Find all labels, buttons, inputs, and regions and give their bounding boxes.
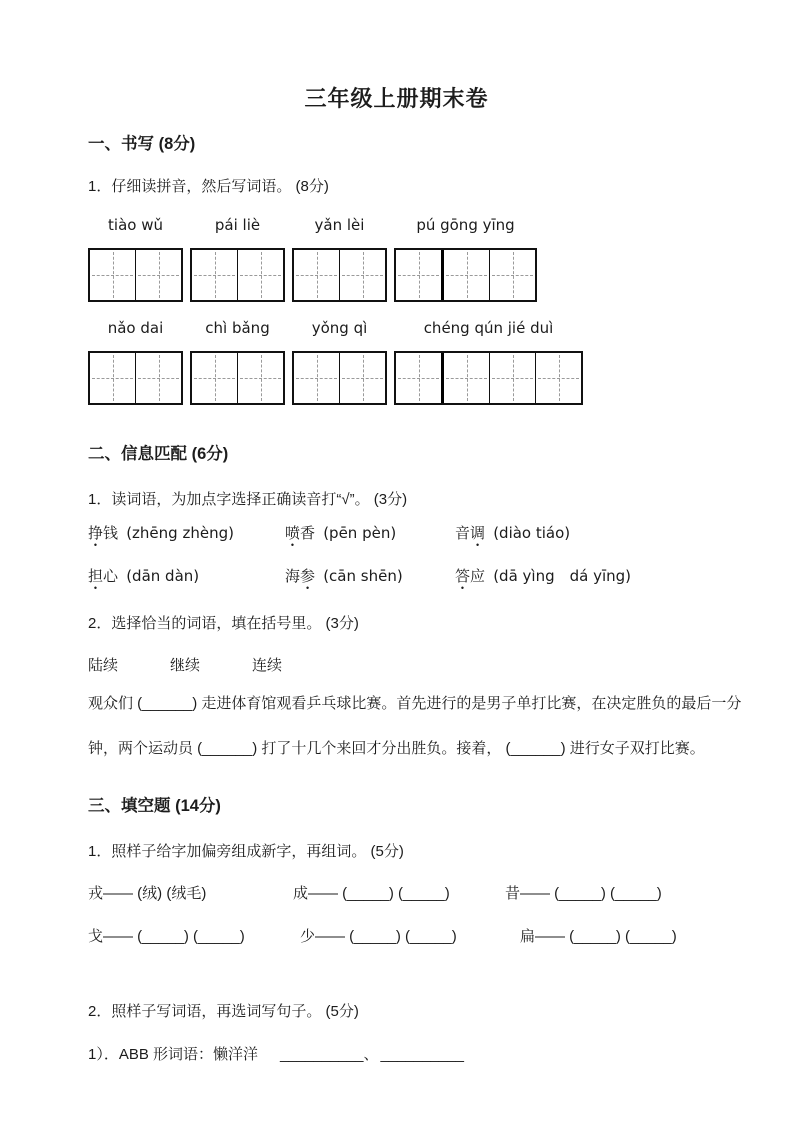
pronunciation-item bbox=[455, 566, 705, 587]
dotted-character: 参 bbox=[300, 568, 316, 585]
answer-blank: __________ bbox=[380, 1046, 464, 1063]
dotted-character: 担 bbox=[88, 568, 104, 585]
dotted-character: 答 bbox=[455, 568, 471, 585]
writing-grid bbox=[190, 248, 285, 302]
writing-cell bbox=[294, 250, 339, 300]
word-suffix: 心 bbox=[103, 568, 119, 585]
writing-cell bbox=[441, 250, 489, 300]
pronunciation-item bbox=[88, 566, 285, 587]
pronunciation-item bbox=[455, 523, 705, 544]
pinyin-label: yǎn lèi bbox=[314, 216, 365, 234]
word-prefix: 海 bbox=[285, 568, 301, 585]
word-prefix: 音 bbox=[455, 525, 471, 542]
section3-q2-label: 2．照样子写词语，再选词写句子。 (5分) bbox=[88, 1003, 359, 1020]
section2-heading: 二、信息匹配 (6分) bbox=[88, 445, 229, 463]
pinyin-options: (diào tiáo) bbox=[493, 524, 571, 542]
pronunciation-item bbox=[88, 523, 285, 544]
pinyin-label: pái liè bbox=[214, 216, 261, 234]
writing-cell bbox=[90, 353, 135, 403]
pinyin-label: pú gōng yīng bbox=[416, 216, 515, 234]
writing-cell bbox=[135, 353, 181, 403]
pinyin-label: nǎo dai bbox=[107, 319, 164, 337]
word-suffix: 香 bbox=[300, 525, 316, 542]
writing-cell bbox=[192, 250, 237, 300]
derive-item: 扁—— (_____) (_____) bbox=[520, 928, 677, 945]
writing-unit bbox=[394, 215, 537, 302]
word-suffix: 钱 bbox=[103, 525, 119, 542]
answer-blank: __________ bbox=[280, 1046, 364, 1063]
writing-unit bbox=[394, 318, 583, 405]
writing-row-1 bbox=[88, 215, 705, 302]
writing-grid bbox=[88, 351, 183, 405]
pinyin-options: (pēn pèn) bbox=[323, 524, 397, 542]
writing-unit bbox=[88, 215, 183, 302]
writing-grid bbox=[394, 351, 583, 405]
word-option: 陆续 bbox=[88, 657, 119, 674]
writing-grid bbox=[292, 248, 387, 302]
writing-cell bbox=[294, 353, 339, 403]
derive-item: 少—— (_____) (_____) bbox=[300, 928, 457, 945]
dotted-character: 挣 bbox=[88, 525, 104, 542]
dotted-character: 喷 bbox=[285, 525, 301, 542]
word-option: 连续 bbox=[252, 657, 283, 674]
section3-heading: 三、填空题 (14分) bbox=[88, 797, 221, 815]
derive-item: 戎—— (绒) (绒毛) bbox=[88, 885, 207, 902]
writing-unit bbox=[190, 215, 285, 302]
derive-item: 戈—— (_____) (_____) bbox=[88, 928, 245, 945]
derive-row-1 bbox=[88, 884, 705, 904]
pronunciation-choices bbox=[88, 523, 705, 587]
writing-cell bbox=[339, 353, 385, 403]
word-option: 继续 bbox=[170, 657, 201, 674]
writing-cell bbox=[192, 353, 237, 403]
writing-unit bbox=[190, 318, 285, 405]
pronunciation-item bbox=[285, 523, 455, 544]
section3-q1-label: 1．照样子给字加偏旁组成新字，再组词。 (5分) bbox=[88, 843, 404, 860]
pinyin-label: chì bǎng bbox=[205, 319, 270, 337]
writing-cell bbox=[237, 353, 283, 403]
writing-cell bbox=[396, 353, 441, 403]
pinyin-label: chéng qún jié duì bbox=[423, 319, 554, 337]
section2-q2-label: 2．选择恰当的词语，填在括号里。 (3分) bbox=[88, 615, 359, 632]
writing-cell bbox=[396, 250, 441, 300]
word-options-row bbox=[88, 656, 705, 676]
derive-item: 昔—— (_____) (_____) bbox=[505, 885, 662, 902]
pinyin-options: (zhēng zhèng) bbox=[126, 524, 234, 542]
page-title: 三年级上册期末卷 bbox=[304, 86, 489, 111]
abb-sub-label: 1）．ABB 形词语：懒洋洋 bbox=[88, 1046, 259, 1063]
pinyin-options: (cān shēn) bbox=[323, 567, 403, 585]
writing-cell bbox=[489, 353, 535, 403]
writing-grid bbox=[292, 351, 387, 405]
writing-cell bbox=[535, 353, 581, 403]
writing-cell bbox=[237, 250, 283, 300]
writing-row-2 bbox=[88, 318, 705, 405]
writing-grid bbox=[190, 351, 285, 405]
passage-line-2: 钟，两个运动员 (______) 打了十几个来回才分出胜负。接着， (______) 进行女子双打比赛。 bbox=[88, 740, 705, 757]
pinyin-label: yǒng qì bbox=[311, 319, 368, 337]
word-suffix: 应 bbox=[470, 568, 486, 585]
passage-line-1: 观众们 (______) 走进体育馆观看乒乓球比赛。首先进行的是男子单打比赛，在决定胜负的最后一分 bbox=[88, 695, 742, 712]
section2-q1-label: 1．读词语，为加点字选择正确读音打“√”。 (3分) bbox=[88, 491, 408, 508]
writing-unit bbox=[292, 318, 387, 405]
writing-cell bbox=[441, 353, 489, 403]
abb-words-line bbox=[88, 1045, 705, 1065]
writing-unit bbox=[88, 318, 183, 405]
writing-cell bbox=[135, 250, 181, 300]
writing-cell bbox=[489, 250, 535, 300]
pinyin-options: (dā yìng dá yīng) bbox=[493, 567, 632, 585]
derive-row-2 bbox=[88, 927, 705, 947]
blank-separator: 、 bbox=[363, 1046, 379, 1063]
pinyin-options: (dān dàn) bbox=[126, 567, 200, 585]
section1-heading: 一、书写 (8分) bbox=[88, 135, 196, 153]
derive-item: 成—— (_____) (_____) bbox=[293, 885, 450, 902]
writing-cell bbox=[90, 250, 135, 300]
writing-unit bbox=[292, 215, 387, 302]
pinyin-label: tiào wǔ bbox=[108, 216, 163, 234]
writing-grid bbox=[88, 248, 183, 302]
writing-cell bbox=[339, 250, 385, 300]
section1-q1-label: 1．仔细读拼音，然后写词语。 (8分) bbox=[88, 178, 329, 195]
writing-grid bbox=[394, 248, 537, 302]
dotted-character: 调 bbox=[470, 525, 486, 542]
pronunciation-item bbox=[285, 566, 455, 587]
